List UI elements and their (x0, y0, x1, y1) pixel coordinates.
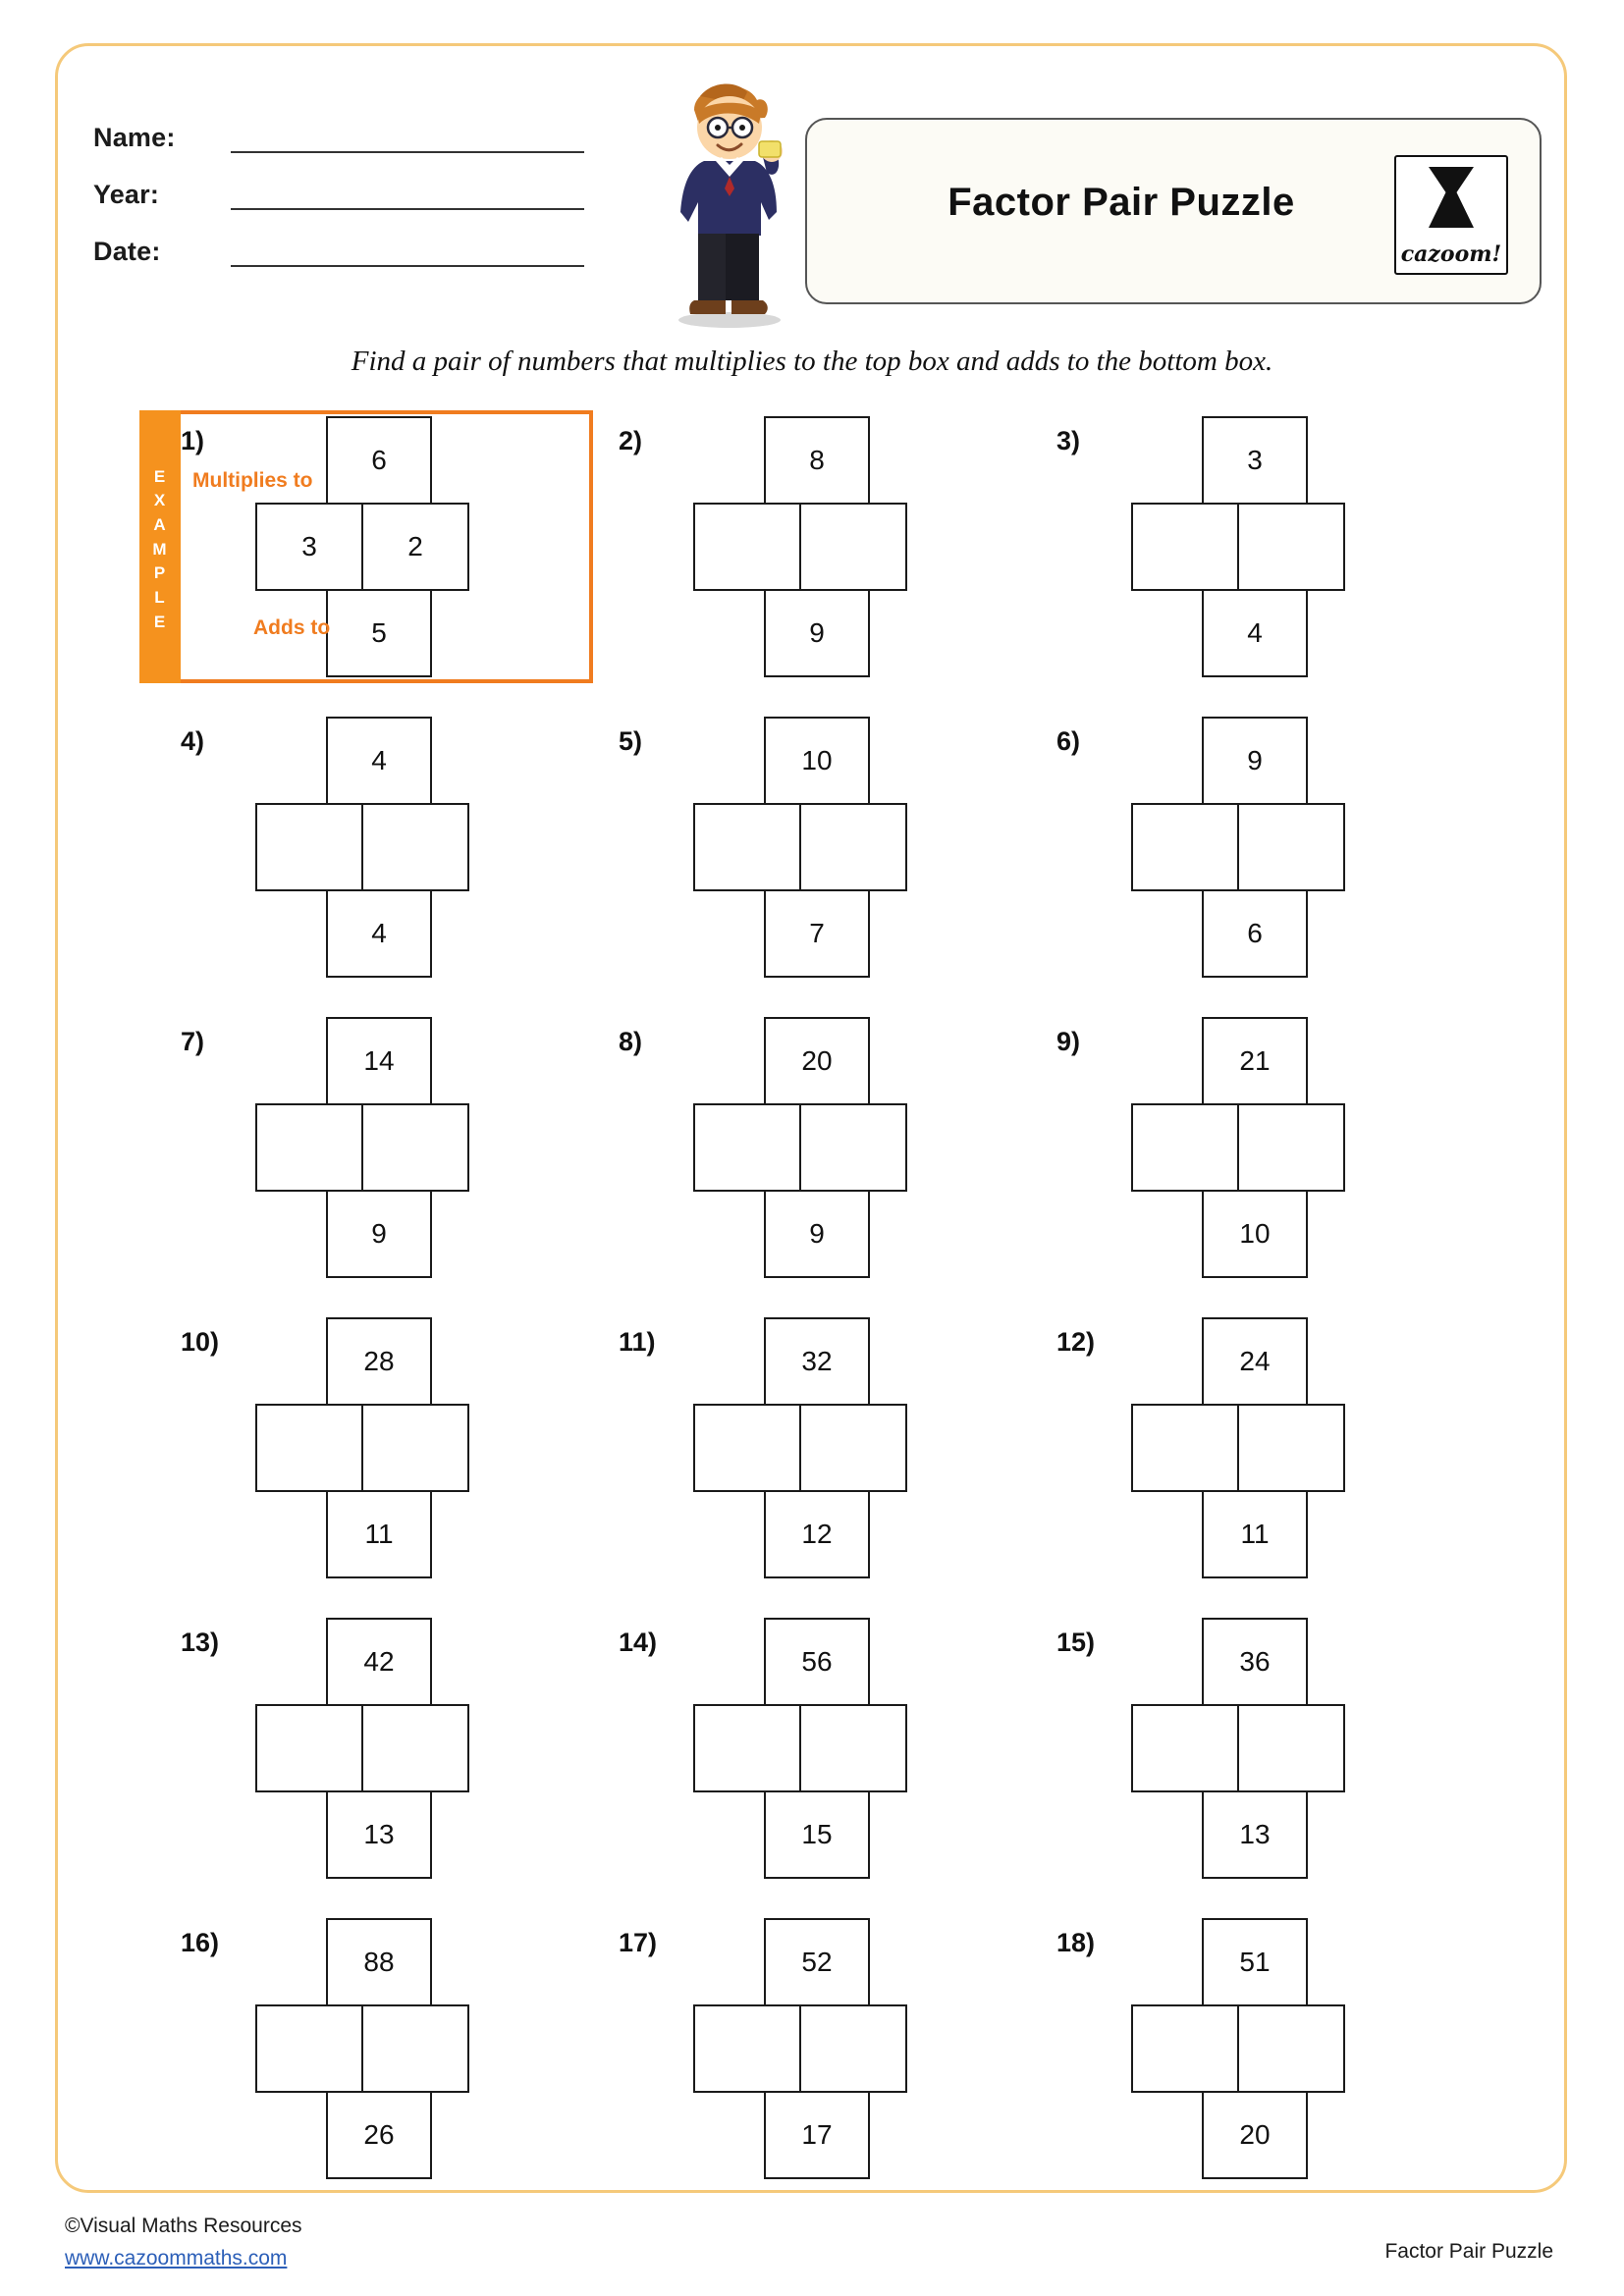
puzzle-item (585, 1618, 1037, 1918)
hourglass-icon (1429, 167, 1474, 228)
puzzle-row (147, 1017, 1502, 1317)
page-title: Factor Pair Puzzle (947, 181, 1295, 224)
date-label: Date: (93, 237, 161, 266)
cross-diagram (1131, 1317, 1343, 1580)
product-box: 52 (764, 1918, 870, 2006)
question-number: 12) (1056, 1327, 1096, 1357)
sum-box: 6 (1202, 889, 1308, 978)
puzzle-grid (147, 416, 1502, 2218)
worksheet-header (93, 77, 1537, 302)
puzzle-item (147, 1017, 599, 1317)
puzzle-item (147, 717, 599, 1017)
product-box: 6 (326, 416, 432, 505)
cross-diagram (255, 1317, 467, 1580)
product-box: 9 (1202, 717, 1308, 805)
factor-right-box[interactable] (361, 1704, 469, 1792)
name-label: Name: (93, 123, 176, 152)
multiplies-to-label: Multiplies to (192, 469, 313, 492)
cross-diagram (255, 1918, 467, 2181)
product-box: 42 (326, 1618, 432, 1706)
cross-diagram (693, 1017, 905, 1280)
factor-right-box[interactable] (361, 2004, 469, 2093)
puzzle-item (585, 416, 1037, 717)
cross-diagram (1131, 1017, 1343, 1280)
product-box: 4 (326, 717, 432, 805)
question-number: 17) (619, 1928, 658, 1957)
factor-left-box[interactable] (693, 503, 801, 591)
factor-right-box[interactable] (1237, 803, 1345, 891)
product-box: 28 (326, 1317, 432, 1406)
title-banner (805, 118, 1542, 304)
product-box: 24 (1202, 1317, 1308, 1406)
puzzle-item (585, 1918, 1037, 2218)
product-box: 56 (764, 1618, 870, 1706)
factor-right-box[interactable] (799, 2004, 907, 2093)
factor-right-box[interactable] (799, 803, 907, 891)
factor-left-box[interactable] (255, 2004, 363, 2093)
student-illustration-icon (643, 67, 810, 332)
sum-box: 9 (764, 589, 870, 677)
cross-diagram (255, 1618, 467, 1881)
puzzle-item (1023, 416, 1475, 717)
puzzle-item (1023, 1317, 1475, 1618)
question-number: 3) (1056, 426, 1081, 455)
question-number: 13) (181, 1628, 220, 1657)
question-number: 4) (181, 726, 205, 756)
footer-left (65, 2211, 302, 2274)
question-number: 15) (1056, 1628, 1096, 1657)
sum-box: 20 (1202, 2091, 1308, 2179)
example-tab: E X A M P L E (139, 410, 181, 683)
sum-box: 17 (764, 2091, 870, 2179)
factor-left-box[interactable] (1131, 1404, 1239, 1492)
puzzle-item (147, 1618, 599, 1918)
cross-diagram (693, 1618, 905, 1881)
puzzle-item (1023, 1918, 1475, 2218)
sum-box: 4 (326, 889, 432, 978)
puzzle-item (585, 717, 1037, 1017)
question-number: 5) (619, 726, 643, 756)
puzzle-row (147, 717, 1502, 1017)
factor-left-box[interactable] (693, 1704, 801, 1792)
factor-left-box[interactable] (693, 1103, 801, 1192)
sum-box: 11 (1202, 1490, 1308, 1578)
sum-box: 9 (764, 1190, 870, 1278)
factor-right-box[interactable] (1237, 1404, 1345, 1492)
factor-right-box[interactable] (1237, 503, 1345, 591)
puzzle-row (147, 1618, 1502, 1918)
product-box: 10 (764, 717, 870, 805)
logo-text: cazoom! (1400, 241, 1502, 267)
product-box: 20 (764, 1017, 870, 1105)
adds-to-label: Adds to (253, 616, 331, 639)
question-number: 10) (181, 1327, 220, 1357)
factor-left-box[interactable] (255, 803, 363, 891)
factor-left-box[interactable]: 3 (255, 503, 363, 591)
factor-left-box[interactable] (1131, 503, 1239, 591)
question-number: 18) (1056, 1928, 1096, 1957)
sum-box: 13 (326, 1790, 432, 1879)
name-input-line[interactable] (231, 122, 584, 153)
sum-box: 9 (326, 1190, 432, 1278)
cross-diagram (1131, 416, 1343, 679)
factor-left-box[interactable] (255, 1103, 363, 1192)
product-box: 21 (1202, 1017, 1308, 1105)
puzzle-item (1023, 1618, 1475, 1918)
puzzle-row (147, 1918, 1502, 2218)
cazoom-logo (1394, 155, 1508, 275)
factor-right-box[interactable]: 2 (361, 503, 469, 591)
product-box: 8 (764, 416, 870, 505)
cross-diagram (693, 416, 905, 679)
year-label: Year: (93, 180, 160, 209)
instruction-text: Find a pair of numbers that multiplies to the top box and adds to the bottom box. (351, 346, 1273, 377)
product-box: 3 (1202, 416, 1308, 505)
factor-left-box[interactable] (693, 1404, 801, 1492)
factor-right-box[interactable] (799, 503, 907, 591)
puzzle-row (147, 1317, 1502, 1618)
sum-box: 15 (764, 1790, 870, 1879)
example-highlight (139, 410, 593, 683)
puzzle-item (1023, 717, 1475, 1017)
product-box: 36 (1202, 1618, 1308, 1706)
question-number: 14) (619, 1628, 658, 1657)
cross-diagram (693, 1918, 905, 2181)
factor-left-box[interactable] (693, 803, 801, 891)
product-box: 88 (326, 1918, 432, 2006)
factor-right-box[interactable] (361, 1404, 469, 1492)
puzzle-item (585, 1317, 1037, 1618)
cross-diagram (1131, 717, 1343, 980)
cross-diagram (1131, 1918, 1343, 2181)
question-number: 1) (181, 426, 205, 455)
sum-box: 10 (1202, 1190, 1308, 1278)
date-field-row (93, 210, 604, 267)
factor-right-box[interactable] (799, 1704, 907, 1792)
factor-right-box[interactable] (361, 1103, 469, 1192)
cross-diagram (693, 1317, 905, 1580)
product-box: 14 (326, 1017, 432, 1105)
sum-box: 11 (326, 1490, 432, 1578)
question-number: 2) (619, 426, 643, 455)
question-number: 11) (619, 1327, 656, 1357)
sum-box: 7 (764, 889, 870, 978)
factor-right-box[interactable] (1237, 2004, 1345, 2093)
question-number: 9) (1056, 1027, 1081, 1056)
sum-box: 4 (1202, 589, 1308, 677)
factor-left-box[interactable] (1131, 1704, 1239, 1792)
website-link[interactable]: www.cazoommaths.com (65, 2246, 288, 2269)
question-number: 7) (181, 1027, 205, 1056)
name-field-row (93, 96, 604, 153)
cross-diagram (1131, 1618, 1343, 1881)
sum-box: 26 (326, 2091, 432, 2179)
factor-left-box[interactable] (1131, 2004, 1239, 2093)
factor-right-box[interactable] (1237, 1103, 1345, 1192)
factor-right-box[interactable] (799, 1404, 907, 1492)
product-box: 51 (1202, 1918, 1308, 2006)
year-input-line[interactable] (231, 179, 584, 210)
factor-left-box[interactable] (1131, 803, 1239, 891)
factor-right-box[interactable] (361, 803, 469, 891)
copyright-text: ©Visual Maths Resources (65, 2215, 302, 2237)
sum-box: 5 (326, 589, 432, 677)
puzzle-item (1023, 1017, 1475, 1317)
year-field-row (93, 153, 604, 210)
factor-left-box[interactable] (255, 1704, 363, 1792)
puzzle-item (585, 1017, 1037, 1317)
cross-diagram (693, 717, 905, 980)
date-input-line[interactable] (231, 236, 584, 267)
student-fields (93, 96, 604, 267)
puzzle-item (147, 1918, 599, 2218)
question-number: 16) (181, 1928, 220, 1957)
factor-left-box[interactable] (255, 1404, 363, 1492)
puzzle-item (147, 1317, 599, 1618)
cross-diagram (255, 1017, 467, 1280)
factor-right-box[interactable] (799, 1103, 907, 1192)
footer-title: Factor Pair Puzzle (1384, 2240, 1553, 2263)
factor-right-box[interactable] (1237, 1704, 1345, 1792)
sum-box: 12 (764, 1490, 870, 1578)
sum-box: 13 (1202, 1790, 1308, 1879)
question-number: 6) (1056, 726, 1081, 756)
cross-diagram (255, 717, 467, 980)
question-number: 8) (619, 1027, 643, 1056)
product-box: 32 (764, 1317, 870, 1406)
factor-left-box[interactable] (693, 2004, 801, 2093)
factor-left-box[interactable] (1131, 1103, 1239, 1192)
